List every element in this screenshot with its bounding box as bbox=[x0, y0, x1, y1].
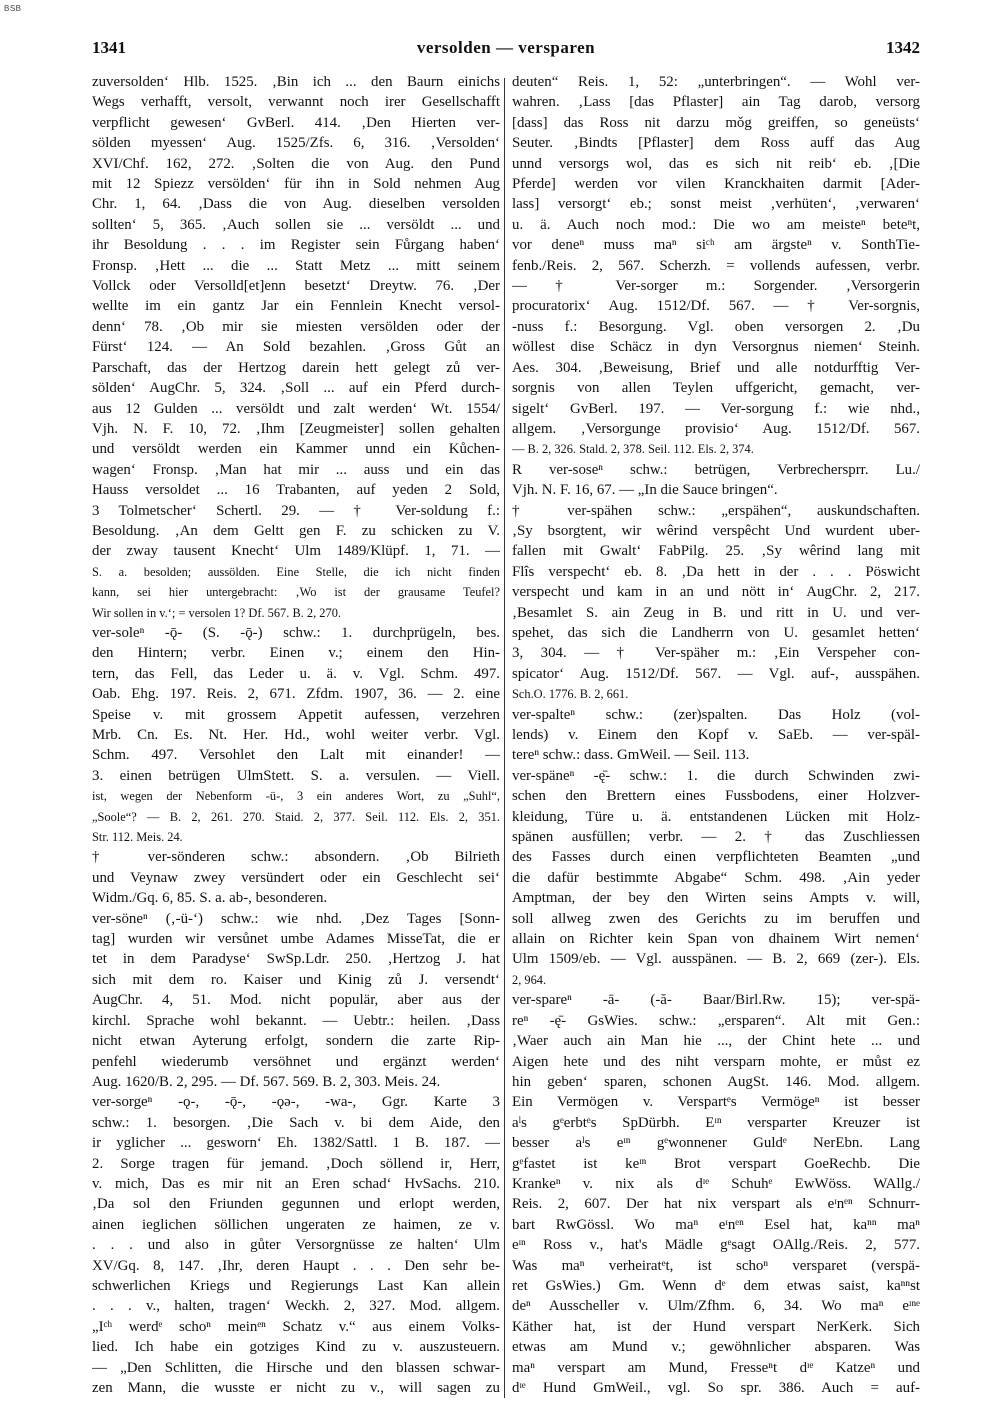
text-line: † ver-sönderen schw.: absondern. ‚Ob Bilrieth bbox=[92, 849, 500, 866]
text-line: sölden myessen‘ Aug. 1525/Zfs. 6, 316. ‚Versolden‘ bbox=[92, 135, 500, 152]
text-line: Hauss versoldet ... 16 Trabanten, auf yeden 2 Sold, bbox=[92, 482, 500, 499]
text-line: Amptman, der bey den Wirten seins Ampts v. will, bbox=[512, 890, 920, 907]
text-line: kann, sei hier untergebracht: ‚Wo ist der grausame Teufel? bbox=[92, 585, 500, 600]
text-line: spicator‘ Aug. 1512/Df. 567. — Vgl. auf-, ausspähen. bbox=[512, 665, 920, 682]
text-line: maⁿ verspart am Mund, Fresseⁿt dᶦᵉ Katzeⁿ und bbox=[512, 1359, 920, 1376]
text-line: lass] versorgt‘ eb.; sonst meist ‚verhüten‘, ‚verwaren‘ bbox=[512, 196, 920, 213]
text-line: Vollck oder Versolld[et]enn besetzt‘ Dreytw. 76. ‚Der bbox=[92, 278, 500, 295]
text-line: sorgnis von allen Teylen uffgericht, gemacht, ver- bbox=[512, 380, 920, 397]
text-line: ver-spareⁿ -ā- (-ă- Baar/Birl.Rw. 15); ver-spä- bbox=[512, 992, 920, 1009]
text-line: allgem. ‚Versorgunge provisio‘ Aug. 1512/Df. 567. bbox=[512, 420, 920, 437]
text-line: † ver-spähen schw.: „erspähen“, auskundschaften. bbox=[512, 502, 920, 519]
text-line: XVI/Chf. 162, 272. ‚Solten die von Aug. den Pund bbox=[92, 155, 500, 172]
text-line: Wegs verhafft, versolt, verwannt noch irer Gesellschafft bbox=[92, 94, 500, 111]
text-line: aˡs gᵉerbtᵉs SpDürbh. Eᶦⁿ versparter Kreuzer ist bbox=[512, 1114, 920, 1131]
text-line: . . . v., halten, tragen‘ Weckh. 2, 327. Mod. allgem. bbox=[92, 1298, 500, 1315]
text-line: Pferde] werden vor vilen Kranckhaiten darmit [Ader- bbox=[512, 176, 920, 193]
text-line: sigelt‘ GvBerl. 197. — Ver-sorgung f.: wie nhd., bbox=[512, 400, 920, 417]
right-column bbox=[512, 72, 920, 1398]
text-line: lied. Ich habe ein gotziges Kind zu v. auszusteuern. bbox=[92, 1339, 500, 1356]
text-line: sich mit dem ro. Kaiser und Kinig zů J. versendt‘ bbox=[92, 971, 500, 988]
text-line: schen den Brettern eines Fussbodens, einer Holzver- bbox=[512, 788, 920, 805]
text-line: Besoldung. ‚An dem Geltt gen F. zu schicken zu V. bbox=[92, 522, 500, 539]
text-line: 3, 304. — † Ver-späher m.: ‚Ein Verspeher con- bbox=[512, 645, 920, 662]
text-line: schw.: 1. besorgen. ‚Die Sach v. bi dem Aide, den bbox=[92, 1114, 500, 1131]
text-line: wöllest dise Schäcz in dyn Versorgnus niemen‘ Steinh. bbox=[512, 339, 920, 356]
text-line: Chr. 1, 64. ‚Dass die von Aug. dieselben versolden bbox=[92, 196, 500, 213]
text-line: Str. 112. Meis. 24. bbox=[92, 830, 183, 845]
text-line: Seuter. ‚Bindts [Pflaster] dem Ross auff das Aug bbox=[512, 135, 920, 152]
text-line: des Fasses durch einen verpflichteten Beamten „und bbox=[512, 849, 920, 866]
text-line: ir yglicher ... gesworn‘ Eh. 1382/Sattl. 1 B. 187. — bbox=[92, 1135, 500, 1152]
text-line: mit 12 Spiezz versölden‘ für ihn in Sold nehmen Aug bbox=[92, 176, 500, 193]
text-line: Schm. 497. Versohlet den Lalt mit einander! — bbox=[92, 747, 500, 764]
text-line: deuten“ Reis. 1, 52: „unterbringen“. — Wohl ver- bbox=[512, 74, 920, 90]
text-line: zuversolden‘ Hlb. 1525. ‚Bin ich ... den Baurn einichs bbox=[92, 74, 500, 90]
text-line: bart RwGössl. Wo maⁿ eᶦnᵉⁿ Esel hat, kaⁿⁿ maⁿ bbox=[512, 1216, 920, 1233]
text-line: u. ä. Auch noch mod.: Die wo am meisteⁿ beteⁿt, bbox=[512, 216, 920, 233]
text-line: Flîs verspecht‘ eb. 8. ‚Da hett in der . . . Pöswicht bbox=[512, 563, 920, 580]
text-line: nicht etwan Ayterung erfolgt, sondern die zarte Rip- bbox=[92, 1033, 500, 1050]
text-line: Fronsp. ‚Hett ... die ... Statt Metz ... mitt seinem bbox=[92, 257, 500, 274]
text-line: Mrb. Cn. Es. Nt. Her. Hd., wohl weiter verbr. Vgl. bbox=[92, 727, 500, 743]
text-line: spänen ausfüllen; verbr. — 2. † das Zuschliessen bbox=[512, 829, 920, 846]
text-line: 3 Tolmetscher‘ Schertl. 29. — † Ver-soldung f.: bbox=[92, 502, 500, 519]
text-line: Was maⁿ verheiratᵉt, ist schoⁿ versparet (verspä- bbox=[512, 1257, 920, 1274]
text-line: „Soole“? — B. 2, 261. 270. Staid. 2, 377. Seil. 112. Els. 2, 351. bbox=[92, 809, 500, 824]
text-line: — „Den Schlitten, die Hirsche und den blassen schwar- bbox=[92, 1359, 500, 1376]
text-line: 2, 964. bbox=[512, 972, 547, 987]
text-line: Ein Vermögen v. Verspartᵉs Vermögeⁿ ist besser bbox=[512, 1094, 920, 1111]
text-line: verpflicht gewesen‘ GvBerl. 414. ‚Den Hierten ver- bbox=[92, 114, 500, 131]
text-line: kleidung, Türe u. ä. entstandenen Lücken mit Holz- bbox=[512, 808, 920, 825]
text-line: gᵉfastet ist keᶦⁿ Brot verspart GoeRechb. Die bbox=[512, 1155, 920, 1172]
text-line: „Iᶜʰ werdᵉ schoⁿ meinᵉⁿ Schatz v.“ aus einem Volks- bbox=[92, 1318, 500, 1335]
text-line: die dafür bestimmte Abgabe“ Schm. 498. ‚Ain yeder bbox=[512, 869, 920, 886]
text-line: spehet, das sich die Landherrn von U. gesamlet hetten‘ bbox=[512, 624, 920, 641]
text-line: Wir sollen in v.‘; = versolen 1? Df. 567. B. 2, 270. bbox=[92, 605, 341, 620]
text-line: kirchl. Sprache wohl bekannt. — Uebtr.: heilen. ‚Dass bbox=[92, 1012, 500, 1029]
text-line: Oab. Ehg. 197. Reis. 2, 671. Zfdm. 1907, 36. — 2. eine bbox=[92, 686, 500, 703]
library-stamp: BSB bbox=[4, 4, 22, 13]
text-line: vor deneⁿ muss maⁿ siᶜʰ am ärgsteⁿ v. SonthTie- bbox=[512, 237, 920, 254]
text-line: Fürst‘ 124. — An Sold bezahlen. ‚Gross Gůt an bbox=[92, 339, 500, 356]
text-line: eᶦⁿ Ross v., hat's Mädle gᵉsagt OAllg./Reis. 2, 577. bbox=[512, 1237, 920, 1254]
text-line: Käther hat, ist der Hund verspart NerKerk. Sich bbox=[512, 1318, 920, 1335]
text-line: S. a. besolden; aussölden. Eine Stelle, die ich nicht finden bbox=[92, 564, 500, 579]
text-line: Sch.O. 1776. B. 2, 661. bbox=[512, 687, 629, 702]
text-line: unnd versorgs wol, das es sich nit reib‘ eb. ‚[Die bbox=[512, 155, 920, 172]
text-line: v. mich, Das es mir nit an Eren schad‘ HvSachs. 210. bbox=[92, 1175, 500, 1192]
text-line: tag] wurden wir versůnet umbe Adames MisseTat, die er bbox=[92, 931, 500, 948]
text-line: ist, wegen der Nebenform -ü-, 3 ein anderes Wort, zu „Suhl“, bbox=[92, 789, 500, 804]
text-line: soll allweg zwen des Gerichts zu im beruffen und bbox=[512, 910, 920, 927]
text-line: Krankeⁿ v. nix als dᶦᵉ Schuhᵉ EwWöss. WAllg./ bbox=[512, 1175, 920, 1192]
text-line: . . . und also in gůter Versorgnüsse ze halten‘ Ulm bbox=[92, 1237, 500, 1254]
text-line: ‚Waer auch ain Man hie ..., der Chint hete ... und bbox=[512, 1033, 920, 1050]
text-line: ainen ieglichen söllichen ungeraten ze haimen, ze v. bbox=[92, 1216, 500, 1233]
text-line: tereⁿ schw.: dass. GmWeil. — Seil. 113. bbox=[512, 747, 750, 764]
text-line: hin geben‘ sparen, schonen AugSt. 146. Mod. allgem. bbox=[512, 1073, 920, 1090]
text-line: ver-söneⁿ (‚-ü-‘) schw.: wie nhd. ‚Dez Tages [Sonn- bbox=[92, 910, 500, 927]
text-line: XV/Gq. 8, 147. ‚Ihr, deren Haupt . . . Den sehr be- bbox=[92, 1257, 500, 1274]
text-line: Aug. 1620/B. 2, 295. — Df. 567. 569. B. 2, 303. Meis. 24. bbox=[92, 1073, 441, 1090]
text-line: schwerlichen Kriegs und Regierungs Last Kan allein bbox=[92, 1277, 500, 1294]
text-line: ver-späneⁿ -ę̄- schw.: 1. die durch Schwinden zwi- bbox=[512, 767, 920, 784]
running-head: versolden — versparen bbox=[416, 38, 596, 57]
text-line: ihr Besoldung . . . im Register sein Fůrgang haben‘ bbox=[92, 237, 500, 254]
text-line: allain on Richter kein Span von dhainem Wirt nemen‘ bbox=[512, 931, 920, 948]
text-line: Ulm 1509/eb. — Vgl. ausspänen. — B. 2, 669 (zer-). Els. bbox=[512, 951, 920, 968]
text-line: Aigen hete und des niht versparn mohte, er můst ez bbox=[512, 1053, 920, 1070]
page-number-right: 1342 bbox=[886, 38, 920, 57]
page-header bbox=[92, 38, 920, 60]
text-line: -nuss f.: Besorgung. Vgl. oben versorgen 2. ‚Du bbox=[512, 318, 920, 335]
text-line: Widm./Gq. 6, 85. S. a. ab-, besonderen. bbox=[92, 890, 328, 907]
text-line: Vjh. N. F. 10, 72. ‚Ihm [Zeugmeister] sollen gehalten bbox=[92, 420, 500, 437]
text-line: verspecht und kam in an und nött in‘ AugChr. 2, 217. bbox=[512, 584, 920, 601]
text-line: denn‘ 78. ‚Ob mir sie miesten versölden oder der bbox=[92, 318, 500, 335]
text-line: wahren. ‚Lass [das Pflaster] ain Tag darob, versorg bbox=[512, 94, 920, 111]
page-number-left: 1341 bbox=[92, 38, 126, 57]
text-line: tern, das Fell, das Leder u. ä. v. Vgl. Schm. 497. bbox=[92, 665, 500, 682]
text-line: Speise v. mit grossem Appetit aufessen, verzehren bbox=[92, 706, 500, 723]
text-line: lends) v. Einem den Kopf v. SaEb. — ver-späl- bbox=[512, 727, 920, 743]
text-line: sölden‘ AugChr. 5, 324. ‚Soll ... auf ein Pferd durch- bbox=[92, 380, 500, 397]
text-line: fallen mit Gwalt‘ FabPilg. 25. ‚Sy wêrind lang mit bbox=[512, 543, 920, 560]
text-line: Vjh. N. F. 16, 67. — „In die Sauce bringen“. bbox=[512, 482, 778, 499]
text-line: fenb./Reis. 2, 567. Scherzh. = vollends aufessen, verbr. bbox=[512, 257, 920, 274]
text-line: besser aˡs eᶦⁿ gᵉwonnener Guldᵉ NerEbn. Lang bbox=[512, 1135, 920, 1152]
text-line: tet in dem Paradyse‘ SwSp.Ldr. 250. ‚Hertzog J. hat bbox=[92, 951, 500, 968]
column-divider bbox=[504, 78, 505, 1398]
text-line: sollten‘ 5, 365. ‚Auch sollen sie ... versöldt ... und bbox=[92, 216, 500, 233]
text-line: penfehl wiederumb versöhnet und ergänzt werden‘ bbox=[92, 1053, 500, 1070]
text-line: reⁿ -ę̄- GsWies. schw.: „ersparen“. Alt mit Gen.: bbox=[512, 1012, 920, 1029]
text-line: wellte im ein gantz Jar ein Fennlein Knecht versol- bbox=[92, 298, 500, 315]
text-line: ver-sorgeⁿ -ǫ-, -ǭ-, -ǫə-, -wa-, Ggr. Karte 3 bbox=[92, 1094, 500, 1111]
text-line: ‚Da sol den Friunden gegunnen und erlopt werden, bbox=[92, 1196, 500, 1213]
text-line: — † Ver-sorger m.: Sorgender. ‚Versorgerin bbox=[512, 278, 920, 295]
text-line: ret GsWies.) Gm. Wenn dᵉ dem etwas saist, kaⁿⁿst bbox=[512, 1277, 920, 1294]
text-line: Reis. 2, 607. Der hat nix verspart als eᶦnᵉⁿ Schnurr- bbox=[512, 1196, 920, 1213]
text-line: Aes. 304. ‚Beweisung, Brief und alle notdurfftig Ver- bbox=[512, 359, 920, 376]
text-line: der zway tausent Knecht‘ Ulm 1489/Klüpf. 1, 71. — bbox=[92, 543, 500, 560]
text-line: den Hintern; verbr. Einen v.; einem den Hin- bbox=[92, 645, 500, 662]
text-line: und versöldt werden ein Kammer unnd ein Kůchen- bbox=[92, 441, 500, 458]
text-line: aus 12 Gulden ... versöldt und zalt werden‘ Wt. 1554/ bbox=[92, 400, 500, 417]
text-line: ver-soleⁿ -ǭ- (S. -ǭ-) schw.: 1. durchprügeln, bes. bbox=[92, 624, 500, 641]
text-line: 2. Sorge tragen für jemand. ‚Doch söllend ir, Herr, bbox=[92, 1155, 500, 1172]
text-line: AugChr. 4, 51. Mod. nicht populär, aber aus der bbox=[92, 992, 500, 1009]
text-line: ‚Besamlet S. ain Zeug in B. und ritt in U. und ver- bbox=[512, 604, 920, 621]
text-line: 3. einen betrügen UlmStett. S. a. versulen. — Viell. bbox=[92, 767, 500, 784]
text-line: deⁿ Ausscheller v. Ulm/Zfhm. 6, 34. Wo maⁿ eᶦⁿᵉ bbox=[512, 1298, 920, 1315]
text-line: etwas am Mund v.; gewöhnlicher absparen. Was bbox=[512, 1339, 920, 1356]
text-line: wagen‘ Fronsp. ‚Man hat mir ... auss und ein das bbox=[92, 461, 500, 478]
text-line: R ver-soseⁿ schw.: betrügen, Verbrechersprr. Lu./ bbox=[512, 461, 920, 478]
text-line: [dass] das Ross nit darzu mǒg greiffen, so geneüsts‘ bbox=[512, 114, 920, 131]
text-line: ‚Sy bsorgtent, wir wêrind verspêcht Und wurdent uber- bbox=[512, 522, 920, 539]
text-line: ver-spalteⁿ schw.: (zer)spalten. Das Holz (vol- bbox=[512, 706, 920, 723]
text-line: und Veynaw zwey versündert oder ein Geschlecht sei‘ bbox=[92, 869, 500, 886]
text-line: zen Mann, die wusste er nicht zu v., will sagen zu bbox=[92, 1380, 500, 1396]
text-line: dᶦᵉ Hund GmWeil., vgl. So spr. 386. Auch = auf- bbox=[512, 1380, 920, 1396]
text-line: Parschaft, das der Hertzog darein hett gelegt zů ver- bbox=[92, 359, 500, 376]
text-line: — B. 2, 326. Stald. 2, 378. Seil. 112. Els. 2, 374. bbox=[512, 442, 754, 457]
left-column bbox=[92, 72, 500, 1398]
text-line: procuratorix‘ Aug. 1512/Df. 567. — † Ver-sorgnis, bbox=[512, 298, 920, 315]
